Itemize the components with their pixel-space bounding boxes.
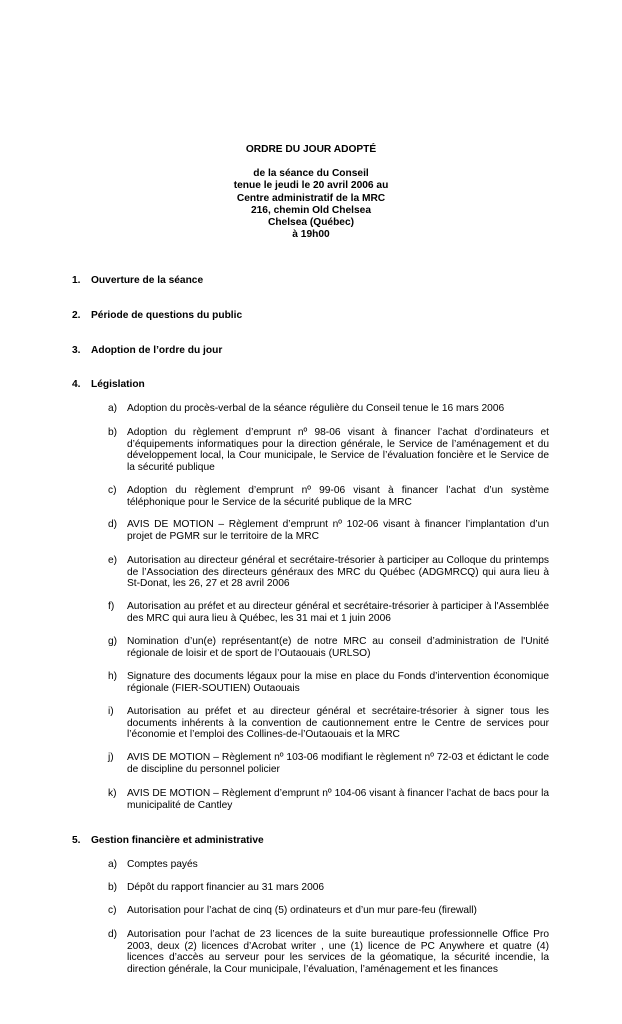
item-line: d’équipements informatiques pour la direction générale, le Service de l’aménagement et du <box>127 438 549 450</box>
header-line: de la séance du Conseil <box>253 168 369 180</box>
agenda-item <box>108 905 549 917</box>
item-letter: k) <box>108 788 117 799</box>
item-line: des MRC qui aura lieu à Québec, les 31 mai et 1 juin 2006 <box>127 612 391 624</box>
item-line: documents inhérents à la convention de cautionnement entre le Centre de services pour <box>127 717 549 729</box>
item-line: Autorisation au préfet et au directeur général et secrétaire-trésorier à signer tous les <box>127 706 549 717</box>
item-letter: i) <box>108 706 114 717</box>
section-number: 2. <box>72 310 81 321</box>
item-line: téléphonique pour le Service de la sécurité publique de la MRC <box>127 496 412 508</box>
item-letter: b) <box>108 427 118 438</box>
item-letter: a) <box>108 403 118 414</box>
item-line: Autorisation au préfet et au directeur général et secrétaire-trésorier à participer à l'Assemblée <box>127 601 549 612</box>
item-letter: c) <box>108 905 117 916</box>
section-title: Période de questions du public <box>91 310 243 321</box>
section-title: Législation <box>91 379 145 390</box>
section-title: Ouverture de la séance <box>91 275 204 286</box>
item-line: Comptes payés <box>127 859 198 870</box>
item-letter: h) <box>108 671 118 682</box>
agenda-item <box>108 555 549 590</box>
agenda-item <box>108 859 549 871</box>
agenda-item <box>108 636 549 659</box>
item-line: AVIS DE MOTION – Règlement d’emprunt nº 104-06 visant à financer l’achat de bacs pour la <box>127 788 549 799</box>
item-letter: a) <box>108 859 118 870</box>
item-letter: g) <box>108 636 118 647</box>
agenda-item <box>108 485 549 508</box>
agenda-item <box>108 601 549 624</box>
item-letter: d) <box>108 929 118 940</box>
item-line: régionale (FIER-SOUTIEN) Outaouais <box>127 682 300 694</box>
item-line: Signature des documents légaux pour la mise en place du Fonds d’intervention économique <box>127 671 549 682</box>
item-line: St-Donat, les 26, 27 et 28 avril 2006 <box>127 578 290 590</box>
item-line: développement local, la Cour municipale, le Service de l’évaluation foncière et le Service de <box>127 450 549 462</box>
item-line: Dépôt du rapport financier au 31 mars 2006 <box>127 882 325 893</box>
item-line: licences d’accès au serveur pour les services de la géomatique, la sécurité incendie, la <box>127 952 549 964</box>
section-title: Gestion financière et administrative <box>91 835 264 846</box>
section-number: 4. <box>72 379 81 390</box>
item-line: l’économie et l’emploi des Collines-de-l’Outaouais et la MRC <box>127 729 400 741</box>
item-letter: c) <box>108 485 117 496</box>
header-line: Centre administratif de la MRC <box>236 192 386 204</box>
item-line: Autorisation pour l’achat de 23 licences de la suite bureautique professionnelle Office Pro <box>127 929 549 940</box>
item-line: AVIS DE MOTION – Règlement d’emprunt nº 102-06 visant à financer l’implantation d’un <box>127 519 549 530</box>
section-number: 5. <box>72 835 81 846</box>
item-letter: e) <box>108 555 118 566</box>
item-line: de l’Association des directeurs généraux des MRC du Québec (ADGMRCQ) qui aura lieu à <box>127 566 549 578</box>
header-line: 216, chemin Old Chelsea <box>250 204 372 216</box>
item-line: Autorisation au directeur général et secrétaire-trésorier à participer au Colloque du printemps <box>127 555 549 566</box>
item-letter: f) <box>108 601 115 612</box>
header-line: tenue le jeudi le 20 avril 2006 au <box>233 180 389 192</box>
agenda-item <box>108 403 549 415</box>
item-line: projet de PGMR sur le territoire de la MRC <box>127 530 319 542</box>
item-line: direction générale, la Cour municipale, l’évaluation, l’aménagement et les finances <box>127 963 498 975</box>
item-line: Adoption du règlement d’emprunt nº 99-06 visant à financer l’achat d’un système <box>127 485 549 496</box>
item-line: la sécurité publique <box>127 461 215 473</box>
agenda-item <box>108 427 549 473</box>
section-number: 3. <box>72 345 81 356</box>
item-line: Adoption du règlement d’emprunt nº 98-06 visant à financer l’achat d’ordinateurs et <box>127 427 549 438</box>
agenda-item <box>108 519 549 542</box>
item-line: de discipline du personnel policier <box>127 763 280 775</box>
item-line: 2003, deux (2) licences d’Acrobat writer , une (1) licence de PC Anywhere et quatre (4) <box>127 940 549 952</box>
agenda-item <box>108 706 549 741</box>
agenda-item <box>108 752 549 775</box>
header-line: à 19h00 <box>292 229 330 241</box>
agenda-item <box>108 788 549 811</box>
item-line: Adoption du procès-verbal de la séance régulière du Conseil tenue le 16 mars 2006 <box>127 403 505 414</box>
item-line: Nomination d’un(e) représentant(e) de notre MRC au conseil d’administration de l'Unité <box>127 636 549 647</box>
item-line: AVIS DE MOTION – Règlement nº 103-06 modifiant le règlement nº 72-03 et édictant le code <box>127 752 549 763</box>
section-title: Adoption de l’ordre du jour <box>91 345 223 356</box>
item-line: Autorisation pour l’achat de cinq (5) ordinateurs et d’un mur pare-feu (firewall) <box>127 905 477 916</box>
item-line: régionale de loisir et de sport de l’Outaouais (URLSO) <box>127 647 371 659</box>
item-line: municipalité de Cantley <box>127 799 233 811</box>
document-title: ORDRE DU JOUR ADOPTÉ <box>245 144 377 155</box>
agenda-item <box>108 929 549 975</box>
agenda-item <box>108 882 549 894</box>
item-letter: j) <box>108 752 114 763</box>
document-header <box>0 144 622 241</box>
item-letter: d) <box>108 519 118 530</box>
agenda-item <box>108 671 549 694</box>
item-letter: b) <box>108 882 118 893</box>
header-line: Chelsea (Québec) <box>267 217 355 229</box>
section-number: 1. <box>72 275 81 286</box>
